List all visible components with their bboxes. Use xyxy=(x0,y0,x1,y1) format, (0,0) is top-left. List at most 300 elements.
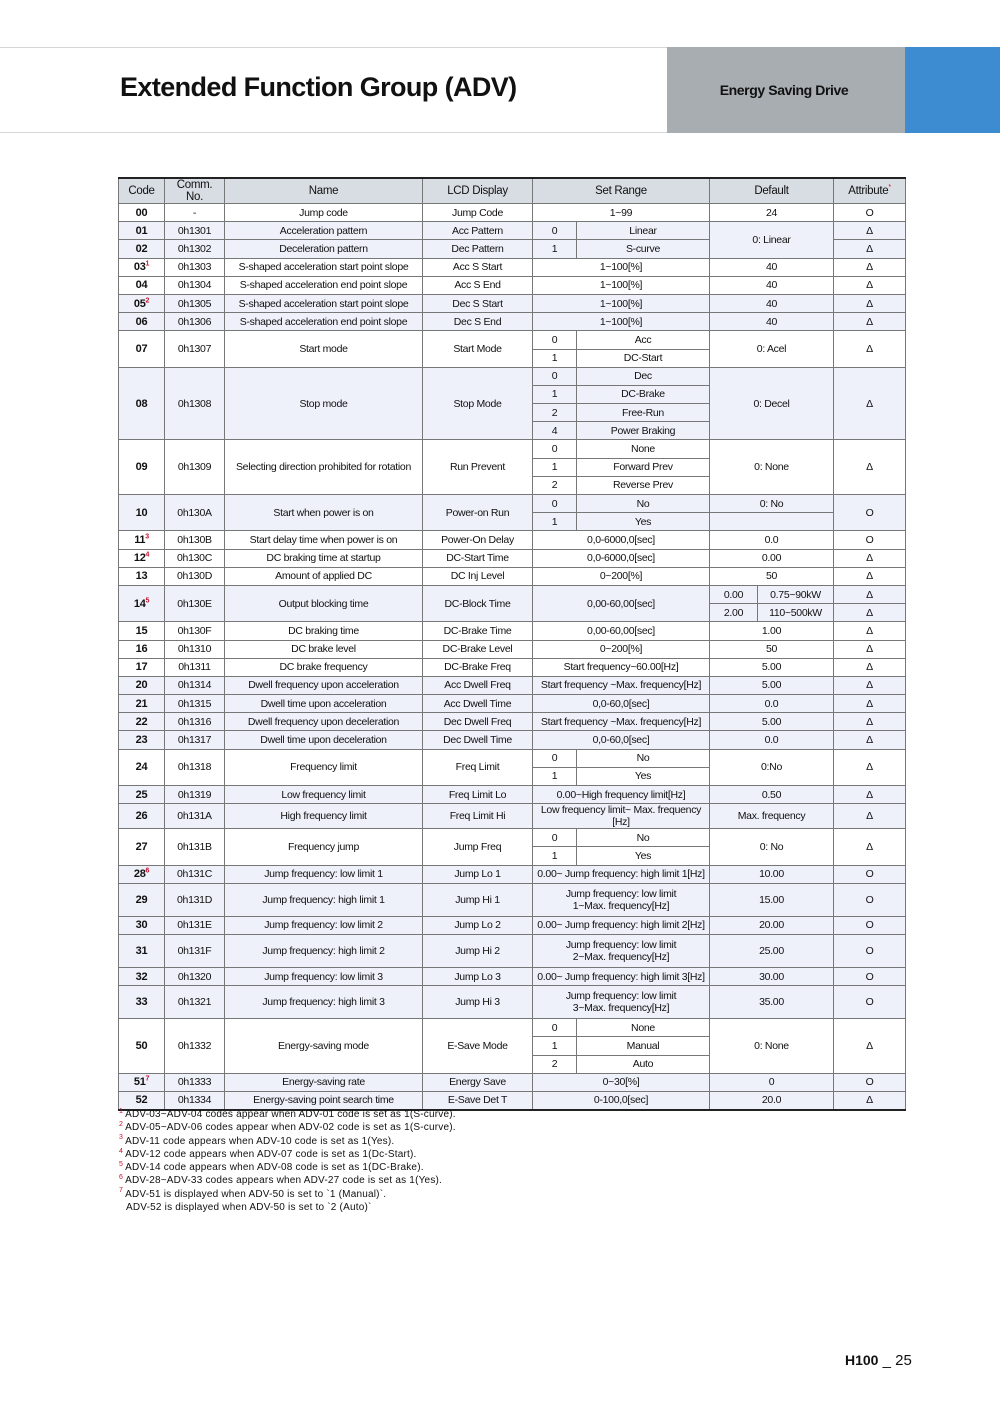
table-cell: 0h131D xyxy=(165,883,225,916)
table-cell: 0 xyxy=(533,829,577,847)
table-cell: Freq Limit Lo xyxy=(423,786,533,804)
table-cell: 50 xyxy=(710,640,834,658)
table-row xyxy=(119,331,906,349)
table-row xyxy=(119,731,906,749)
table-cell: 0-100,0[sec] xyxy=(533,1091,710,1110)
table-cell: DC-Brake xyxy=(577,385,710,403)
table-cell: Jump code xyxy=(225,204,423,222)
table-cell: Δ xyxy=(834,676,906,694)
table-cell: 32 xyxy=(119,967,165,985)
table-cell: 1 xyxy=(533,349,577,367)
table-row xyxy=(119,222,906,240)
table-cell: 09 xyxy=(119,440,165,495)
accent-block xyxy=(905,47,1000,133)
table-cell: 30.00 xyxy=(710,967,834,985)
table-cell: 25.00 xyxy=(710,934,834,967)
table-cell: $05^2$ xyxy=(119,294,165,312)
table-cell: 24 xyxy=(119,749,165,785)
table-cell: 0,00-60,00[sec] xyxy=(533,622,710,640)
table-cell: Amount of applied DC xyxy=(225,567,423,585)
table-row xyxy=(119,276,906,294)
table-cell: Start delay time when power is on xyxy=(225,531,423,549)
table-cell: No xyxy=(577,495,710,513)
col-attr: Attribute* xyxy=(834,178,906,204)
table-cell: 0~200[%] xyxy=(533,640,710,658)
table-row xyxy=(119,1019,906,1037)
table-cell: Energy-saving rate xyxy=(225,1073,423,1091)
table-cell: 0 xyxy=(533,1019,577,1037)
table-cell: S-shaped acceleration end point slope xyxy=(225,276,423,294)
table-cell: O xyxy=(834,916,906,934)
table-cell: DC-Brake Freq xyxy=(423,658,533,676)
table-cell: Jump Lo 2 xyxy=(423,916,533,934)
table-row xyxy=(119,916,906,934)
table-cell: 25 xyxy=(119,786,165,804)
table-cell: Output blocking time xyxy=(225,585,423,621)
table-cell: 1 xyxy=(533,847,577,865)
table-row xyxy=(119,883,906,916)
table-cell: 5.00 xyxy=(710,713,834,731)
table-cell xyxy=(710,513,834,531)
table-cell: 0.75~90kW xyxy=(758,585,834,603)
table-cell: 0,0-60,0[sec] xyxy=(533,731,710,749)
parameter-table xyxy=(118,177,906,1111)
table-cell: O xyxy=(834,531,906,549)
table-cell: 0h1304 xyxy=(165,276,225,294)
table-cell: Δ xyxy=(834,804,906,829)
table-cell: Stop mode xyxy=(225,367,423,440)
table-row xyxy=(119,204,906,222)
table-cell: Δ xyxy=(834,240,906,258)
table-cell: 26 xyxy=(119,804,165,829)
table-cell: 0h1315 xyxy=(165,695,225,713)
table-cell: 0.00~ Jump frequency: high limit 1[Hz] xyxy=(533,865,710,883)
table-cell: O xyxy=(834,883,906,916)
table-cell: 10 xyxy=(119,495,165,531)
table-cell: Energy-saving point search time xyxy=(225,1091,423,1110)
table-cell: DC braking time at startup xyxy=(225,549,423,567)
table-cell: 40 xyxy=(710,276,834,294)
footnote: $^1$ ADV-03~ADV-04 codes appear when ADV-01 code is set as 1(S-curve). xyxy=(119,1107,456,1120)
table-cell: Acc S Start xyxy=(423,258,533,276)
table-cell: 0: Linear xyxy=(710,222,834,258)
table-cell: 16 xyxy=(119,640,165,658)
table-cell: 1~100[%] xyxy=(533,313,710,331)
table-cell: Dwell frequency upon deceleration xyxy=(225,713,423,731)
table-cell: Max. frequency xyxy=(710,804,834,829)
footnotes xyxy=(119,1108,456,1214)
table-cell: 40 xyxy=(710,258,834,276)
footnote: $^7$ ADV-51 is displayed when ADV-50 is set to `1 (Manual)`. xyxy=(119,1187,387,1200)
table-cell: 0 xyxy=(533,222,577,240)
table-cell: Jump frequency: low limit 3~Max. frequency[Hz] xyxy=(533,986,710,1019)
table-row xyxy=(119,829,906,847)
table-cell: 0h131B xyxy=(165,829,225,865)
table-cell: S-shaped acceleration start point slope xyxy=(225,258,423,276)
table-cell: DC-Start Time xyxy=(423,549,533,567)
table-cell: 0 xyxy=(533,331,577,349)
table-cell: Dec Dwell Freq xyxy=(423,713,533,731)
table-cell: 1 xyxy=(533,385,577,403)
footnote: $^2$ ADV-05~ADV-06 codes appear when ADV-02 code is set as 1(S-curve). xyxy=(119,1120,456,1134)
table-cell: Dec S End xyxy=(423,313,533,331)
table-cell: Frequency jump xyxy=(225,829,423,865)
table-cell: 110~500kW xyxy=(758,604,834,622)
table-cell: E-Save Det T xyxy=(423,1091,533,1110)
page-number: 25 xyxy=(895,1352,912,1369)
table-cell: 1 xyxy=(533,513,577,531)
table-cell: $14^5$ xyxy=(119,585,165,621)
table-cell: Reverse Prev xyxy=(577,476,710,494)
section-badge xyxy=(667,47,905,133)
table-cell: Dwell time upon acceleration xyxy=(225,695,423,713)
table-cell: Δ xyxy=(834,367,906,440)
table-cell: Start frequency ~Max. frequency[Hz] xyxy=(533,713,710,731)
footnote: $^5$ ADV-14 code appears when ADV-08 code is set as 1(DC-Brake). xyxy=(119,1160,424,1174)
table-row xyxy=(119,658,906,676)
table-row xyxy=(119,934,906,967)
table-cell: Δ xyxy=(834,786,906,804)
table-row xyxy=(119,865,906,883)
table-cell: 0: Acel xyxy=(710,331,834,367)
table-cell: 30 xyxy=(119,916,165,934)
table-cell: Dec Pattern xyxy=(423,240,533,258)
table-cell: 0h1306 xyxy=(165,313,225,331)
table-cell: $12^4$ xyxy=(119,549,165,567)
col-default: Default xyxy=(710,178,834,204)
table-cell: Acc Dwell Time xyxy=(423,695,533,713)
table-cell: 0: None xyxy=(710,1019,834,1074)
table-cell: S-shaped acceleration start point slope xyxy=(225,294,423,312)
table-cell: 07 xyxy=(119,331,165,367)
table-cell: No xyxy=(577,749,710,767)
table-cell: 0.0 xyxy=(710,531,834,549)
table-cell: 0: No xyxy=(710,495,834,513)
table-cell: 0,00-60,00[sec] xyxy=(533,585,710,621)
table-cell: 0h1320 xyxy=(165,967,225,985)
table-cell: 00 xyxy=(119,204,165,222)
table-cell: Jump Lo 1 xyxy=(423,865,533,883)
table-row xyxy=(119,367,906,385)
table-cell: 0.00 xyxy=(710,549,834,567)
table-cell: 0: None xyxy=(710,440,834,495)
table-cell: 0h130F xyxy=(165,622,225,640)
table-cell: 20 xyxy=(119,676,165,694)
table-cell: 1 xyxy=(533,767,577,785)
table-cell: Linear xyxy=(577,222,710,240)
table-cell: 0.50 xyxy=(710,786,834,804)
table-row xyxy=(119,804,906,829)
table-cell: 4 xyxy=(533,422,577,440)
table-cell: Δ xyxy=(834,1019,906,1074)
table-header-row xyxy=(119,178,906,204)
table-cell: $03^1$ xyxy=(119,258,165,276)
table-row xyxy=(119,495,906,513)
table-cell: 15 xyxy=(119,622,165,640)
table-cell: 2 xyxy=(533,1055,577,1073)
table-row xyxy=(119,786,906,804)
table-cell: Manual xyxy=(577,1037,710,1055)
table-cell: 08 xyxy=(119,367,165,440)
table-cell: Δ xyxy=(834,549,906,567)
table-row xyxy=(119,967,906,985)
table-cell: Δ xyxy=(834,222,906,240)
table-cell: Selecting direction prohibited for rotation xyxy=(225,440,423,495)
table-cell: O xyxy=(834,865,906,883)
table-cell: 0,0-60,0[sec] xyxy=(533,695,710,713)
table-cell: S-curve xyxy=(577,240,710,258)
table-cell: 0h1314 xyxy=(165,676,225,694)
table-cell: 17 xyxy=(119,658,165,676)
table-row xyxy=(119,258,906,276)
table-cell: Freq Limit xyxy=(423,749,533,785)
table-row xyxy=(119,1073,906,1091)
table-cell: 0.00 xyxy=(710,585,758,603)
table-cell: 04 xyxy=(119,276,165,294)
table-cell: 0h130C xyxy=(165,549,225,567)
table-cell: 20.0 xyxy=(710,1091,834,1110)
table-row xyxy=(119,695,906,713)
page-footer: H100 _ 25 xyxy=(845,1352,912,1369)
table-cell: Δ xyxy=(834,1091,906,1110)
table-cell: 10.00 xyxy=(710,865,834,883)
table-cell: $11^3$ xyxy=(119,531,165,549)
table-cell: Power Braking xyxy=(577,422,710,440)
table-cell: 0h131E xyxy=(165,916,225,934)
table-cell: Energy-saving mode xyxy=(225,1019,423,1074)
table-cell: 1 xyxy=(533,458,577,476)
table-cell: 23 xyxy=(119,731,165,749)
table-cell: 1.00 xyxy=(710,622,834,640)
table-cell: 0h130A xyxy=(165,495,225,531)
table-cell: Δ xyxy=(834,713,906,731)
table-cell: 0h1303 xyxy=(165,258,225,276)
table-cell: Freq Limit Hi xyxy=(423,804,533,829)
table-cell: 01 xyxy=(119,222,165,240)
table-cell: 0~200[%] xyxy=(533,567,710,585)
table-cell: Δ xyxy=(834,640,906,658)
table-cell: E-Save Mode xyxy=(423,1019,533,1074)
table-cell: 0,0-6000,0[sec] xyxy=(533,549,710,567)
table-cell: 06 xyxy=(119,313,165,331)
table-row xyxy=(119,585,906,603)
table-cell: 0 xyxy=(710,1073,834,1091)
section-badge-label: Energy Saving Drive xyxy=(719,82,849,98)
table-cell: 1 xyxy=(533,240,577,258)
table-cell: Δ xyxy=(834,276,906,294)
table-row xyxy=(119,440,906,458)
table-cell: Dec S Start xyxy=(423,294,533,312)
table-cell: 0,0-6000,0[sec] xyxy=(533,531,710,549)
table-cell: Jump Hi 2 xyxy=(423,934,533,967)
table-cell: 2 xyxy=(533,404,577,422)
table-row xyxy=(119,567,906,585)
table-cell: O xyxy=(834,986,906,1019)
table-cell: 40 xyxy=(710,294,834,312)
table-cell: 0h1317 xyxy=(165,731,225,749)
table-cell: 0.00~ Jump frequency: high limit 2[Hz] xyxy=(533,916,710,934)
table-row xyxy=(119,986,906,1019)
table-row xyxy=(119,676,906,694)
table-cell: 0~30[%] xyxy=(533,1073,710,1091)
table-cell: 0 xyxy=(533,749,577,767)
col-lcd: LCD Display xyxy=(423,178,533,204)
table-cell: 0h1321 xyxy=(165,986,225,1019)
col-name: Name xyxy=(225,178,423,204)
table-cell: Δ xyxy=(834,331,906,367)
table-cell: 21 xyxy=(119,695,165,713)
table-cell: 02 xyxy=(119,240,165,258)
col-code: Code xyxy=(119,178,165,204)
table-cell: 33 xyxy=(119,986,165,1019)
page-title: Extended Function Group (ADV) xyxy=(120,72,517,102)
footnote: $^6$ ADV-28~ADV-33 codes appears when ADV-27 code is set as 1(Yes). xyxy=(119,1174,443,1187)
table-cell: Δ xyxy=(834,440,906,495)
table-cell: Jump frequency: high limit 1 xyxy=(225,883,423,916)
table-cell: Δ xyxy=(834,567,906,585)
table-cell: Jump frequency: low limit 3 xyxy=(225,967,423,985)
table-cell: Start frequency~60.00[Hz] xyxy=(533,658,710,676)
table-cell: O xyxy=(834,934,906,967)
table-cell: 0h1319 xyxy=(165,786,225,804)
footnote: $^3$ ADV-11 code appears when ADV-10 code is set as 1(Yes). xyxy=(119,1134,395,1147)
table-cell: None xyxy=(577,1019,710,1037)
table-cell: Dec xyxy=(577,367,710,385)
table-cell: Start mode xyxy=(225,331,423,367)
table-cell: Forward Prev xyxy=(577,458,710,476)
table-cell: 0.0 xyxy=(710,695,834,713)
table-cell: Jump frequency: high limit 2 xyxy=(225,934,423,967)
table-cell: 0 xyxy=(533,495,577,513)
table-cell: Dwell frequency upon acceleration xyxy=(225,676,423,694)
table-row xyxy=(119,313,906,331)
table-cell: O xyxy=(834,495,906,531)
table-cell: Acceleration pattern xyxy=(225,222,423,240)
table-cell: 13 xyxy=(119,567,165,585)
table-cell: Start when power is on xyxy=(225,495,423,531)
table-row xyxy=(119,622,906,640)
table-cell: 0h131C xyxy=(165,865,225,883)
table-cell: $28^6$ xyxy=(119,865,165,883)
table-cell: Low frequency limit xyxy=(225,786,423,804)
footnote: ADV-52 is displayed when ADV-50 is set to `2 (Auto)` xyxy=(126,1202,372,1214)
table-cell: 0h130D xyxy=(165,567,225,585)
header-bottom-rule xyxy=(0,132,667,133)
table-cell: 0h1307 xyxy=(165,331,225,367)
table-row xyxy=(119,549,906,567)
table-cell: Δ xyxy=(834,622,906,640)
table-cell: 1~99 xyxy=(533,204,710,222)
table-cell: Acc Pattern xyxy=(423,222,533,240)
table-cell: Δ xyxy=(834,695,906,713)
table-cell: Δ xyxy=(834,313,906,331)
table-cell: - xyxy=(165,204,225,222)
table-cell: 1 xyxy=(533,1037,577,1055)
table-cell: 1~100[%] xyxy=(533,276,710,294)
table-cell: DC braking time xyxy=(225,622,423,640)
table-cell: 15.00 xyxy=(710,883,834,916)
table-cell: Frequency limit xyxy=(225,749,423,785)
table-cell: Jump frequency: low limit 2 xyxy=(225,916,423,934)
table-cell: 2 xyxy=(533,476,577,494)
table-cell: Jump Freq xyxy=(423,829,533,865)
table-cell: 0h1316 xyxy=(165,713,225,731)
table-cell: 40 xyxy=(710,313,834,331)
table-cell: 29 xyxy=(119,883,165,916)
table-cell: 0h1309 xyxy=(165,440,225,495)
table-cell: Jump Hi 1 xyxy=(423,883,533,916)
table-cell: Start frequency ~Max. frequency[Hz] xyxy=(533,676,710,694)
table-cell: 0: Decel xyxy=(710,367,834,440)
table-cell: 0h130B xyxy=(165,531,225,549)
table-cell: Jump frequency: low limit 1~Max. frequency[Hz] xyxy=(533,883,710,916)
table-cell: Auto xyxy=(577,1055,710,1073)
table-cell: O xyxy=(834,967,906,985)
table-cell: Δ xyxy=(834,585,906,603)
table-cell: Power-On Delay xyxy=(423,531,533,549)
table-cell: 35.00 xyxy=(710,986,834,1019)
table-cell: Dec Dwell Time xyxy=(423,731,533,749)
table-cell: 0 xyxy=(533,367,577,385)
table-cell: Acc Dwell Freq xyxy=(423,676,533,694)
table-cell: 27 xyxy=(119,829,165,865)
col-range: Set Range xyxy=(533,178,710,204)
table-cell: Free-Run xyxy=(577,404,710,422)
table-row xyxy=(119,713,906,731)
table-cell: Jump frequency: low limit 2~Max. frequency[Hz] xyxy=(533,934,710,967)
table-cell: Run Prevent xyxy=(423,440,533,495)
table-cell: 5.00 xyxy=(710,676,834,694)
table-cell: 0 xyxy=(533,440,577,458)
table-cell: O xyxy=(834,1073,906,1091)
table-cell: None xyxy=(577,440,710,458)
table-cell: 0.00~High frequency limit[Hz] xyxy=(533,786,710,804)
table-cell: Δ xyxy=(834,749,906,785)
table-cell: Acc S End xyxy=(423,276,533,294)
table-cell: DC-Block Time xyxy=(423,585,533,621)
table-cell: Start Mode xyxy=(423,331,533,367)
table-cell: Δ xyxy=(834,604,906,622)
table-cell: 1~100[%] xyxy=(533,294,710,312)
table-cell: 5.00 xyxy=(710,658,834,676)
table-cell: 0h130E xyxy=(165,585,225,621)
table-cell: Acc xyxy=(577,331,710,349)
table-cell: Δ xyxy=(834,294,906,312)
table-cell: 1~100[%] xyxy=(533,258,710,276)
table-cell: 0h1334 xyxy=(165,1091,225,1110)
table-cell: 0h1333 xyxy=(165,1073,225,1091)
footnote: $^4$ ADV-12 code appears when ADV-07 code is set as 1(Dc-Start). xyxy=(119,1147,417,1160)
table-cell: $51^7$ xyxy=(119,1073,165,1091)
table-cell: 0h1318 xyxy=(165,749,225,785)
table-cell: 52 xyxy=(119,1091,165,1110)
table-cell: Yes xyxy=(577,513,710,531)
table-cell: 31 xyxy=(119,934,165,967)
table-cell: Power-on Run xyxy=(423,495,533,531)
table-cell: 20.00 xyxy=(710,916,834,934)
table-cell: 22 xyxy=(119,713,165,731)
table-cell: O xyxy=(834,204,906,222)
table-cell: DC Inj Level xyxy=(423,567,533,585)
table-row xyxy=(119,640,906,658)
table-cell: Dwell time upon deceleration xyxy=(225,731,423,749)
table-cell: Jump Code xyxy=(423,204,533,222)
table-cell: 0h1308 xyxy=(165,367,225,440)
table-cell: High frequency limit xyxy=(225,804,423,829)
table-cell: S-shaped acceleration end point slope xyxy=(225,313,423,331)
table-cell: 0h131A xyxy=(165,804,225,829)
table-cell: 0h1311 xyxy=(165,658,225,676)
